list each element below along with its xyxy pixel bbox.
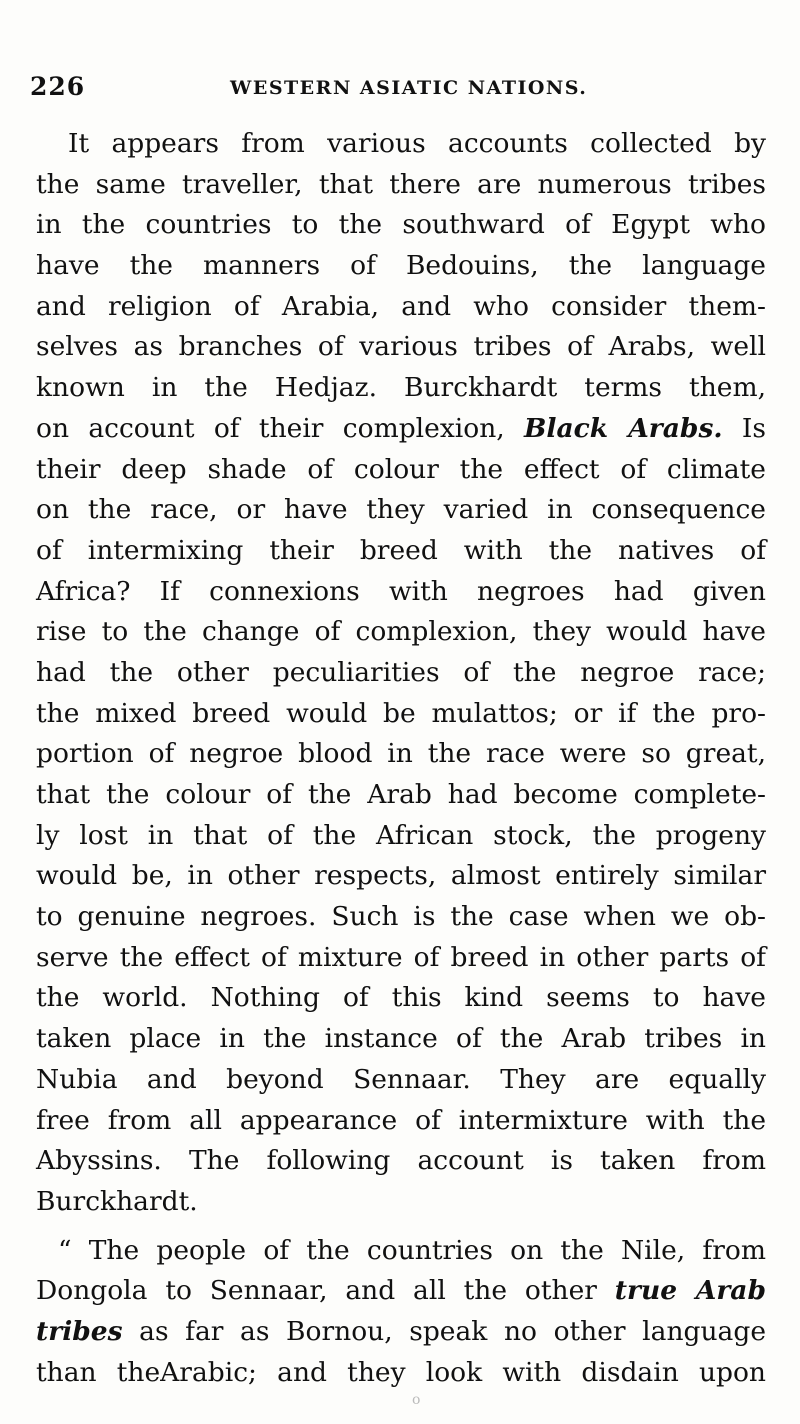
text-line: the world. Nothing of this kind seems to have xyxy=(36,982,766,1014)
text-line: to genuine negroes. Such is the case when we ob- xyxy=(36,901,766,933)
text-line: It appears from various accounts collected by xyxy=(68,128,766,159)
text-line: the same traveller, that there are numerous tribes xyxy=(36,168,766,200)
paragraph-gap xyxy=(36,1223,766,1231)
italic-phrase: true Arab xyxy=(614,1275,767,1307)
text-line: taken place in the instance of the Arab tribes in xyxy=(36,1023,766,1055)
text-segment: as far as Bornou, speak no other language xyxy=(122,1315,766,1347)
text-line: “ The people of the countries on the Nile, from xyxy=(58,1234,766,1266)
text-segment: Is xyxy=(722,412,766,444)
text-line: that the colour of the Arab had become complete- xyxy=(36,779,766,810)
text-segment: on account of their complexion, xyxy=(36,412,524,444)
text-line: of intermixing their breed with the natives of xyxy=(36,534,766,566)
paragraph-2 xyxy=(36,1231,766,1394)
text-line: in the countries to the southward of Egypt who xyxy=(36,209,766,241)
page-number: 226 xyxy=(30,72,86,101)
text-segment: Dongola to Sennaar, and all the other xyxy=(36,1275,615,1307)
text-line: selves as branches of various tribes of Arabs, well xyxy=(36,331,766,363)
text-line xyxy=(36,409,766,450)
text-line: Abyssins. The following account is taken from xyxy=(36,1145,766,1177)
page-header xyxy=(30,72,770,112)
text-line: Burckhardt. xyxy=(36,1185,198,1217)
text-line: Africa? If connexions with negroes had given xyxy=(36,575,766,607)
text-line: free from all appearance of intermixture with the xyxy=(36,1104,766,1136)
text-line: and religion of Arabia, and who consider them- xyxy=(36,290,766,322)
text-line: would be, in other respects, almost entirely similar xyxy=(36,860,766,892)
text-line: serve the effect of mixture of breed in other parts of xyxy=(36,941,766,973)
text-line: their deep shade of colour the effect of climate xyxy=(36,453,766,485)
text-line xyxy=(36,1312,766,1353)
text-line: Nubia and beyond Sennaar. They are equally xyxy=(36,1063,766,1095)
text-line: than theArabic; and they look with disdain upon xyxy=(36,1356,766,1388)
text-line: on the race, or have they varied in consequence xyxy=(36,494,766,526)
text-line: portion of negroe blood in the race were so great, xyxy=(36,738,766,770)
text-line xyxy=(36,1271,766,1312)
text-line: have the manners of Bedouins, the language xyxy=(36,250,766,282)
text-line: ly lost in that of the African stock, the progeny xyxy=(36,819,766,851)
body-text xyxy=(36,124,766,1393)
italic-phrase: tribes xyxy=(36,1315,123,1347)
text-line: known in the Hedjaz. Burckhardt terms them, xyxy=(36,372,766,404)
signature-mark: o xyxy=(412,1392,421,1408)
text-line: the mixed breed would be mulattos; or if the pro- xyxy=(36,697,766,729)
text-line: rise to the change of complexion, they would have xyxy=(36,616,766,648)
italic-phrase: Black Arabs. xyxy=(524,412,723,444)
text-line: had the other peculiarities of the negroe race; xyxy=(36,656,766,688)
paragraph-1 xyxy=(36,124,766,1223)
running-head: WESTERN ASIATIC NATIONS. xyxy=(230,77,588,99)
